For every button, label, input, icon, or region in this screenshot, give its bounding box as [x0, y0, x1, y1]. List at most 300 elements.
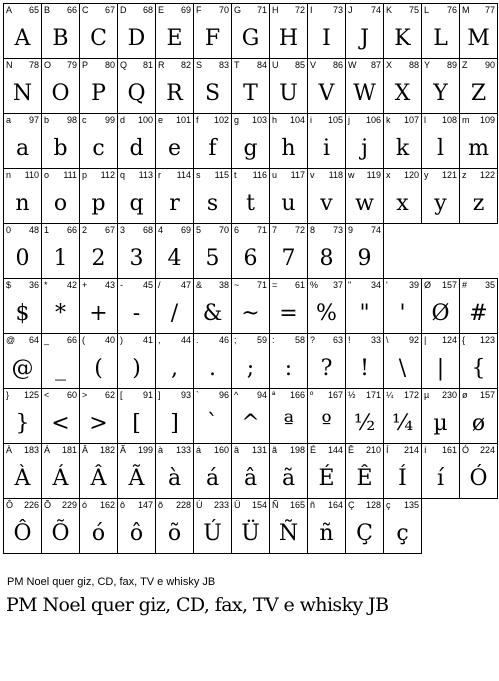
cell-code: 119 — [366, 170, 381, 180]
cell-caption — [348, 60, 381, 71]
cell-caption — [310, 60, 343, 71]
cell-glyph: S — [204, 81, 221, 106]
cell-glyph: X — [394, 81, 411, 106]
cell-code: 93 — [180, 390, 191, 400]
cell-caption — [120, 170, 153, 181]
char-cell — [384, 389, 422, 444]
cell-glyph: Ã — [128, 466, 145, 491]
cell-char-label: ' — [386, 280, 388, 290]
cell-caption — [82, 5, 115, 16]
cell-caption — [310, 115, 343, 126]
cell-char-label: f — [196, 115, 199, 125]
cell-code: 171 — [365, 390, 381, 400]
cell-caption — [6, 390, 39, 401]
cell-glyph: ª — [283, 411, 294, 436]
cell-code: 183 — [23, 445, 39, 455]
char-cell — [156, 334, 194, 389]
cell-caption — [120, 225, 153, 236]
char-cell — [308, 114, 346, 169]
cell-glyph: J — [360, 26, 369, 51]
cell-char-label: F — [196, 5, 202, 15]
char-cell — [346, 59, 384, 114]
char-cell — [422, 279, 460, 334]
cell-code: 72 — [294, 225, 305, 235]
cell-glyph: < — [51, 411, 70, 436]
cell-glyph: L — [433, 26, 448, 51]
cell-code: 66 — [66, 5, 77, 15]
cell-caption — [424, 390, 457, 401]
cell-caption — [272, 335, 305, 346]
cell-char-label: 6 — [234, 225, 240, 235]
cell-caption — [120, 500, 153, 511]
cell-char-label: Õ — [44, 500, 52, 510]
cell-code: 86 — [332, 60, 343, 70]
cell-char-label: - — [120, 280, 123, 290]
cell-caption — [158, 445, 191, 456]
cell-glyph: s — [206, 191, 219, 216]
cell-glyph: n — [15, 191, 30, 216]
cell-caption — [6, 60, 39, 71]
cell-code: 128 — [365, 500, 381, 510]
cell-glyph: w — [355, 191, 374, 216]
cell-char-label: = — [272, 280, 278, 290]
char-cell — [156, 389, 194, 444]
cell-char-label: b — [44, 115, 50, 125]
cell-glyph: â — [243, 466, 258, 491]
cell-char-label: + — [82, 280, 88, 290]
sample-text-large: PM Noel quer giz, CD, fax, TV e whisky JB — [6, 594, 389, 616]
cell-code: 42 — [66, 280, 77, 290]
cell-caption — [348, 500, 381, 511]
char-cell — [308, 4, 346, 59]
char-cell — [270, 444, 308, 499]
cell-char-label: O — [44, 60, 52, 70]
cell-code: 103 — [251, 115, 267, 125]
char-cell — [80, 4, 118, 59]
cell-code: 87 — [370, 60, 381, 70]
char-cell — [308, 224, 346, 279]
cell-caption — [348, 225, 381, 236]
cell-caption — [234, 445, 267, 456]
cell-caption — [44, 445, 77, 456]
cell-char-label: N — [6, 60, 13, 70]
cell-glyph: ? — [320, 356, 333, 381]
cell-caption — [462, 335, 495, 346]
cell-code: 71 — [256, 5, 267, 15]
empty-cell — [422, 499, 460, 554]
cell-char-label: Â — [82, 445, 89, 455]
cell-code: 91 — [142, 390, 153, 400]
cell-char-label: á — [196, 445, 202, 455]
char-cell — [422, 444, 460, 499]
char-cell — [42, 499, 80, 554]
cell-char-label: à — [158, 445, 164, 455]
char-cell — [460, 444, 498, 499]
cell-code: 116 — [252, 170, 267, 180]
cell-caption — [348, 390, 381, 401]
char-cell — [42, 169, 80, 224]
cell-glyph: Ú — [203, 521, 222, 546]
cell-glyph: Ô — [13, 521, 32, 546]
char-cell — [118, 389, 156, 444]
char-cell — [346, 224, 384, 279]
cell-code: 65 — [28, 5, 39, 15]
cell-char-label: â — [234, 445, 240, 455]
cell-glyph: Y — [433, 81, 448, 106]
cell-caption — [234, 225, 267, 236]
cell-char-label: k — [386, 115, 391, 125]
cell-glyph: . — [209, 356, 216, 381]
cell-code: 67 — [104, 5, 115, 15]
cell-code: 135 — [403, 500, 419, 510]
cell-glyph: k — [395, 136, 410, 161]
cell-caption — [120, 390, 153, 401]
cell-glyph: d — [129, 136, 144, 161]
cell-glyph: 7 — [281, 246, 296, 271]
char-cell — [118, 4, 156, 59]
cell-code: 74 — [370, 225, 381, 235]
cell-glyph: 4 — [167, 246, 182, 271]
cell-char-label: / — [158, 280, 161, 290]
cell-caption — [196, 280, 229, 291]
char-cell — [118, 114, 156, 169]
char-cell — [346, 279, 384, 334]
cell-char-label: l — [424, 115, 426, 125]
grid-row — [4, 444, 498, 499]
char-cell — [194, 444, 232, 499]
char-cell — [42, 334, 80, 389]
grid-row — [4, 169, 498, 224]
char-cell — [42, 114, 80, 169]
cell-char-label: : — [272, 335, 275, 345]
cell-caption — [386, 5, 419, 16]
char-cell — [270, 279, 308, 334]
cell-char-label: T — [234, 60, 240, 70]
cell-glyph: % — [316, 301, 337, 326]
cell-glyph: j — [361, 136, 368, 161]
cell-caption — [348, 335, 381, 346]
cell-char-label: ; — [234, 335, 237, 345]
cell-glyph: Ø — [431, 301, 450, 326]
char-cell — [460, 169, 498, 224]
cell-code: 85 — [294, 60, 305, 70]
cell-glyph: F — [204, 26, 221, 51]
char-cell — [194, 224, 232, 279]
char-cell — [156, 114, 194, 169]
cell-caption — [44, 500, 77, 511]
cell-char-label: Ç — [348, 500, 355, 510]
cell-char-label: S — [196, 60, 203, 70]
cell-char-label: É — [310, 445, 317, 455]
cell-code: 124 — [441, 335, 457, 345]
grid-row — [4, 334, 498, 389]
cell-caption — [120, 115, 153, 126]
cell-glyph: ã — [281, 466, 296, 491]
cell-code: 104 — [289, 115, 305, 125]
char-cell — [346, 114, 384, 169]
cell-caption — [272, 115, 305, 126]
cell-char-label: K — [386, 5, 393, 15]
cell-code: 44 — [180, 335, 191, 345]
char-cell — [232, 4, 270, 59]
cell-code: 76 — [446, 5, 457, 15]
cell-code: 165 — [289, 500, 305, 510]
cell-code: 162 — [99, 500, 115, 510]
cell-glyph: 3 — [129, 246, 144, 271]
cell-glyph: Z — [470, 81, 487, 106]
cell-glyph: ) — [132, 356, 141, 381]
char-cell — [118, 224, 156, 279]
cell-caption — [82, 60, 115, 71]
cell-char-label: s — [196, 170, 201, 180]
cell-code: 198 — [289, 445, 305, 455]
cell-caption — [424, 335, 457, 346]
cell-char-label: Í — [386, 445, 389, 455]
cell-char-label: 9 — [348, 225, 354, 235]
cell-caption — [120, 335, 153, 346]
cell-code: 96 — [218, 390, 229, 400]
cell-code: 199 — [137, 445, 153, 455]
char-cell — [384, 444, 422, 499]
char-cell — [42, 389, 80, 444]
cell-char-label: < — [44, 390, 50, 400]
cell-char-label: > — [82, 390, 88, 400]
cell-code: 110 — [24, 170, 39, 180]
char-cell — [346, 4, 384, 59]
cell-glyph: í — [436, 466, 445, 491]
char-cell — [422, 334, 460, 389]
char-cell — [194, 334, 232, 389]
cell-glyph: Ó — [469, 466, 488, 491]
cell-glyph: E — [166, 26, 183, 51]
cell-glyph: { — [471, 356, 486, 381]
char-cell — [4, 59, 42, 114]
cell-code: 66 — [66, 335, 77, 345]
cell-char-label: Ü — [234, 500, 241, 510]
char-cell — [308, 444, 346, 499]
cell-code: 69 — [180, 5, 191, 15]
char-cell — [232, 169, 270, 224]
cell-caption — [44, 280, 77, 291]
cell-char-label: X — [386, 60, 393, 70]
cell-char-label: ø — [462, 390, 468, 400]
cell-char-label: q — [120, 170, 126, 180]
cell-char-label: ~ — [234, 280, 240, 290]
cell-code: 112 — [100, 170, 115, 180]
cell-code: 157 — [479, 390, 495, 400]
cell-caption — [196, 5, 229, 16]
grid-row — [4, 114, 498, 169]
cell-caption — [272, 390, 305, 401]
cell-code: 114 — [176, 170, 191, 180]
char-cell — [118, 59, 156, 114]
cell-char-label: " — [348, 280, 352, 290]
cell-code: 37 — [332, 280, 343, 290]
cell-caption — [272, 280, 305, 291]
cell-glyph: W — [353, 81, 376, 106]
cell-caption — [424, 115, 457, 126]
cell-caption — [6, 170, 39, 181]
cell-code: 41 — [142, 335, 153, 345]
empty-cell — [460, 499, 498, 554]
char-cell — [270, 4, 308, 59]
cell-caption — [6, 115, 39, 126]
cell-glyph: > — [89, 411, 108, 436]
grid-row — [4, 389, 498, 444]
char-cell — [384, 4, 422, 59]
char-cell — [4, 499, 42, 554]
char-cell — [42, 4, 80, 59]
cell-code: 160 — [213, 445, 229, 455]
cell-glyph: o — [53, 191, 68, 216]
cell-glyph: " — [359, 301, 370, 326]
cell-code: 48 — [28, 225, 39, 235]
cell-glyph: c — [92, 136, 105, 161]
cell-char-label: 3 — [120, 225, 126, 235]
cell-caption — [348, 115, 381, 126]
cell-char-label: ? — [310, 335, 316, 345]
char-cell — [4, 224, 42, 279]
character-map-grid — [3, 3, 498, 554]
cell-code: 81 — [142, 60, 153, 70]
cell-caption — [44, 225, 77, 236]
cell-char-label: 2 — [82, 225, 88, 235]
cell-glyph: U — [279, 81, 298, 106]
cell-caption — [196, 115, 229, 126]
cell-glyph: m — [468, 136, 489, 161]
cell-glyph: á — [205, 466, 220, 491]
cell-char-label: [ — [120, 390, 123, 400]
cell-glyph: u — [281, 191, 296, 216]
cell-caption — [424, 5, 457, 16]
cell-glyph: º — [321, 411, 332, 436]
char-cell — [80, 169, 118, 224]
cell-code: 106 — [365, 115, 381, 125]
cell-code: 71 — [256, 280, 267, 290]
cell-caption — [234, 115, 267, 126]
cell-caption — [120, 445, 153, 456]
cell-glyph: ! — [360, 356, 369, 381]
cell-glyph: & — [202, 301, 223, 326]
cell-caption — [82, 500, 115, 511]
cell-code: 108 — [441, 115, 457, 125]
char-cell — [80, 389, 118, 444]
char-cell — [80, 499, 118, 554]
cell-caption — [234, 280, 267, 291]
cell-glyph: 2 — [91, 246, 106, 271]
char-cell — [194, 279, 232, 334]
cell-caption — [386, 60, 419, 71]
char-cell — [308, 169, 346, 224]
cell-code: 98 — [66, 115, 77, 125]
char-cell — [308, 499, 346, 554]
cell-char-label: _ — [44, 335, 50, 345]
cell-glyph: Õ — [51, 521, 70, 546]
cell-char-label: g — [234, 115, 240, 125]
cell-glyph: A — [14, 26, 31, 51]
cell-char-label: d — [120, 115, 126, 125]
empty-cell — [384, 224, 422, 279]
cell-glyph: _ — [55, 356, 66, 381]
cell-caption — [386, 280, 419, 291]
cell-caption — [158, 170, 191, 181]
char-cell — [422, 169, 460, 224]
cell-code: 131 — [251, 445, 267, 455]
cell-code: 39 — [408, 280, 419, 290]
cell-code: 210 — [365, 445, 381, 455]
char-cell — [80, 444, 118, 499]
cell-caption — [424, 60, 457, 71]
char-cell — [156, 499, 194, 554]
cell-code: 181 — [61, 445, 77, 455]
cell-caption — [310, 500, 343, 511]
cell-code: 109 — [479, 115, 495, 125]
cell-glyph: $ — [15, 301, 30, 326]
cell-code: 100 — [137, 115, 153, 125]
char-cell — [42, 59, 80, 114]
cell-glyph: ñ — [319, 521, 334, 546]
char-cell — [232, 389, 270, 444]
cell-code: 107 — [403, 115, 419, 125]
cell-char-label: I — [310, 5, 313, 15]
cell-caption — [44, 115, 77, 126]
cell-char-label: z — [462, 170, 467, 180]
cell-glyph: ` — [207, 411, 218, 436]
char-cell — [422, 389, 460, 444]
cell-char-label: 1 — [44, 225, 50, 235]
char-cell — [308, 59, 346, 114]
cell-char-label: Ñ — [272, 500, 279, 510]
cell-glyph: 9 — [357, 246, 372, 271]
char-cell — [270, 169, 308, 224]
grid-row — [4, 279, 498, 334]
cell-glyph: ç — [396, 521, 409, 546]
cell-glyph: # — [469, 301, 488, 326]
cell-code: 70 — [218, 225, 229, 235]
char-cell — [232, 444, 270, 499]
cell-code: 233 — [213, 500, 229, 510]
cell-code: 45 — [142, 280, 153, 290]
cell-code: 161 — [441, 445, 457, 455]
cell-code: 67 — [104, 225, 115, 235]
cell-glyph: 6 — [243, 246, 258, 271]
cell-code: 35 — [484, 280, 495, 290]
char-cell — [118, 499, 156, 554]
cell-glyph: f — [208, 136, 217, 161]
cell-char-label: P — [82, 60, 89, 70]
char-cell — [270, 59, 308, 114]
cell-char-label: ) — [120, 335, 123, 345]
cell-caption — [386, 115, 419, 126]
char-cell — [384, 499, 422, 554]
cell-code: 115 — [214, 170, 229, 180]
cell-glyph: t — [246, 191, 255, 216]
cell-glyph: À — [14, 466, 31, 491]
cell-char-label: Z — [462, 60, 468, 70]
cell-caption — [158, 500, 191, 511]
cell-code: 77 — [484, 5, 495, 15]
cell-code: 117 — [290, 170, 305, 180]
cell-char-label: # — [462, 280, 468, 290]
cell-code: 62 — [104, 390, 115, 400]
char-cell — [232, 114, 270, 169]
cell-char-label: ! — [348, 335, 351, 345]
cell-code: 68 — [142, 5, 153, 15]
char-cell — [346, 389, 384, 444]
cell-glyph: Q — [127, 81, 146, 106]
cell-caption — [234, 5, 267, 16]
cell-caption — [386, 445, 419, 456]
